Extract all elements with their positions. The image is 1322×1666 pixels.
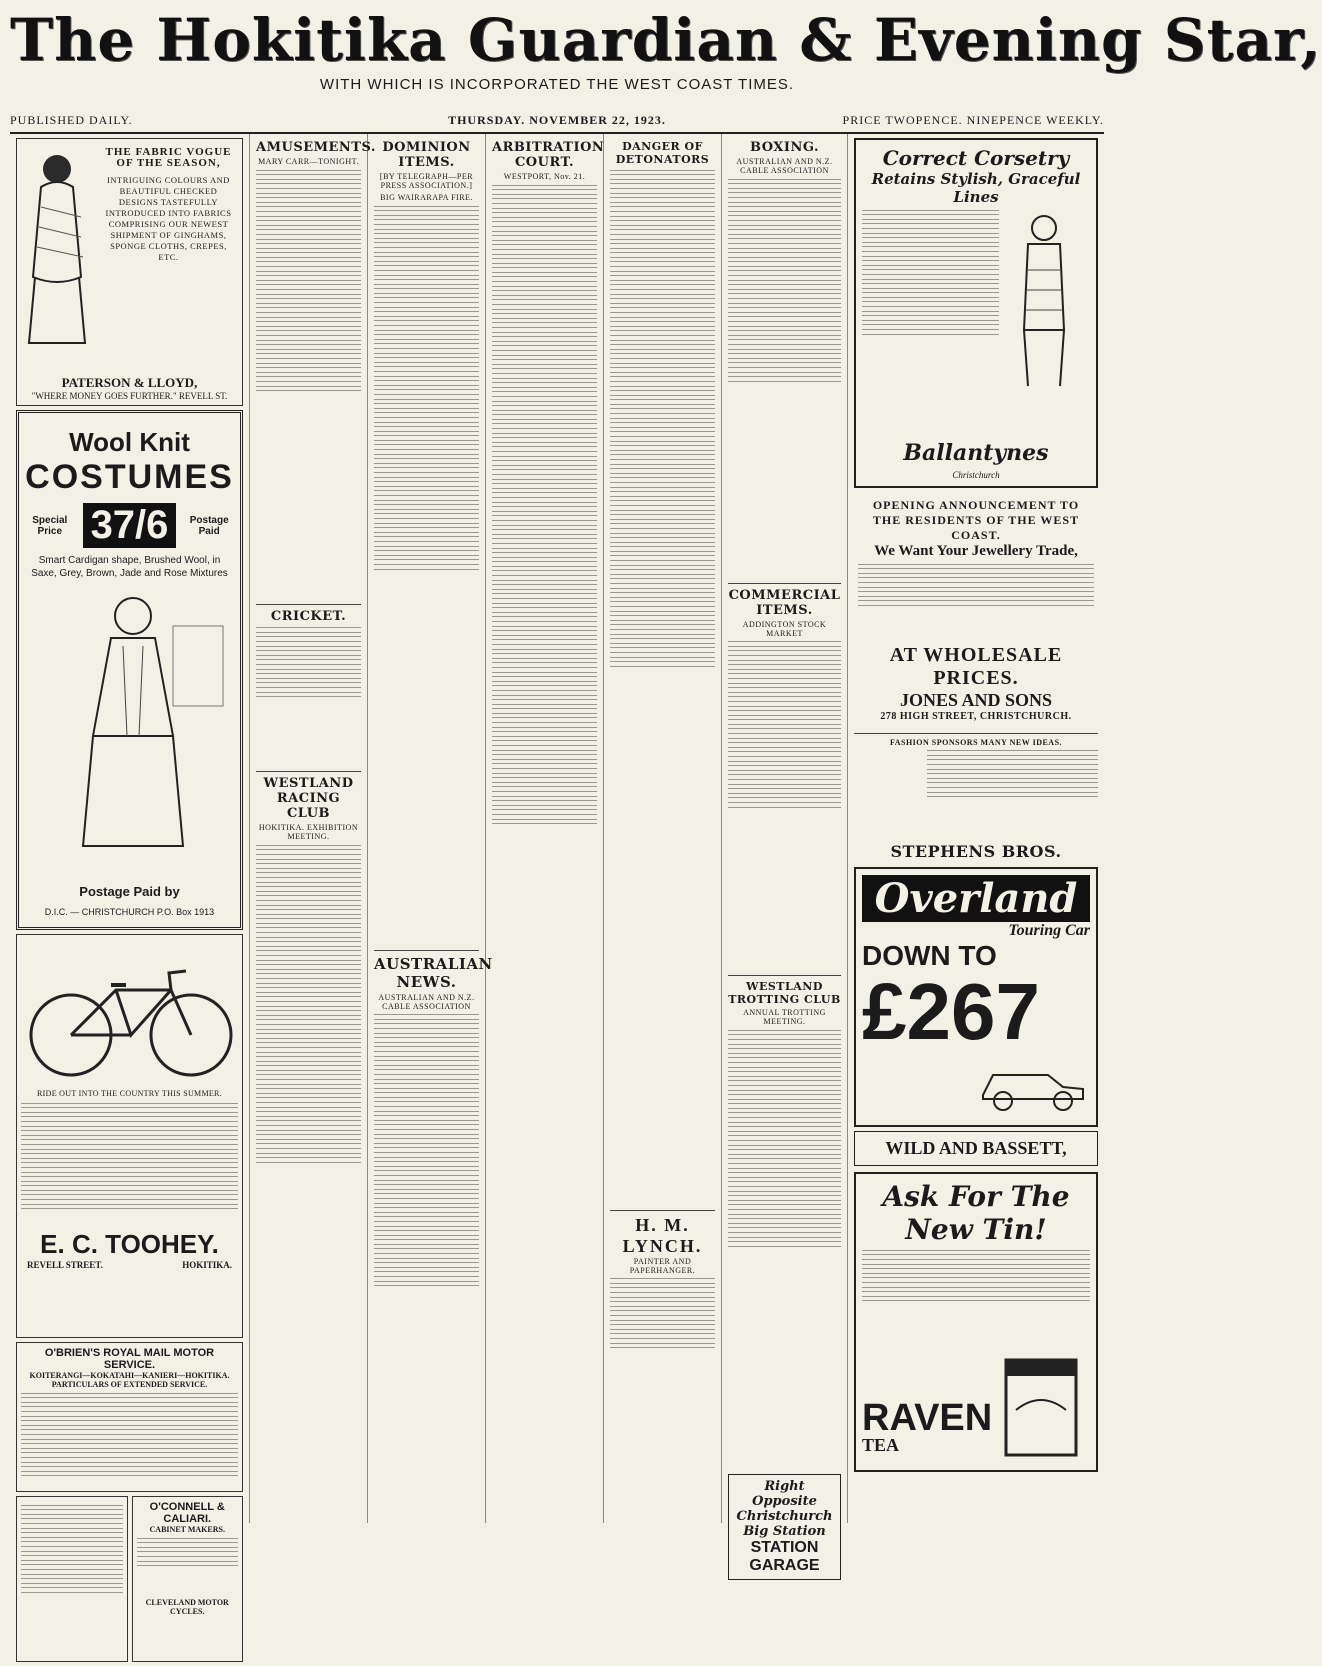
price-row — [23, 503, 236, 548]
cabinet-makers-ad — [132, 1496, 244, 1662]
lynch-ad — [610, 1210, 715, 1399]
columns — [10, 134, 1104, 1616]
wool-description: Smart Cardigan shape, Brushed Wool, in Saxe, Grey, Brown, Jade and Rose Mixtures — [31, 555, 228, 579]
column-detonators — [604, 134, 722, 1523]
corset-illustration — [1004, 210, 1084, 390]
dominion-text — [374, 206, 479, 946]
dealer-street: REVELL STREET. — [27, 1259, 103, 1270]
cricket-text — [256, 627, 361, 767]
fabric-footer — [21, 375, 238, 401]
trotting-text — [728, 1030, 841, 1470]
jones-tagline: We Want Your Jewellery Trade, — [874, 543, 1078, 559]
dealer-town: HOKITIKA. — [182, 1259, 232, 1270]
issue-date: THURSDAY. NOVEMBER 22, 1923. — [448, 113, 666, 127]
jones-address: 278 HIGH STREET, CHRISTCHURCH. — [880, 710, 1072, 722]
overland-subtitle: Touring Car — [1008, 922, 1090, 940]
dic-box: P.O. Box 1913 — [156, 907, 215, 917]
raven-brand: RAVEN — [862, 1397, 993, 1440]
arbitration-subheading: WESTPORT, Nov. 21. — [503, 172, 586, 181]
motor-route: KOITERANGI—KOKATAHI—KANIERI—HOKITIKA. — [29, 1371, 230, 1380]
jones-text — [858, 564, 1094, 644]
bicycle-illustration — [21, 945, 241, 1085]
column-arbitration — [486, 134, 604, 1523]
oconnell-text — [137, 1538, 239, 1598]
column-boxing — [722, 134, 848, 1574]
racing-text — [256, 845, 361, 1485]
commercial-subheading: ADDINGTON STOCK MARKET — [742, 619, 827, 638]
dateline — [10, 113, 1104, 128]
boxing-subheading: AUSTRALIAN AND N.Z. CABLE ASSOCIATION — [736, 157, 833, 175]
racing-heading: WESTLAND RACING CLUB — [263, 776, 354, 822]
detonators-text — [610, 170, 715, 1210]
motor-service-title: O'BRIEN'S ROYAL MAIL MOTOR SERVICE. — [44, 1347, 215, 1371]
wool-costumes-ad — [16, 410, 243, 930]
tea-tin-illustration — [996, 1350, 1086, 1460]
wholesale-prices: AT WHOLESALE PRICES. — [889, 643, 1063, 689]
lynch-trade: PAINTER AND PAPERHANGER. — [629, 1256, 696, 1275]
newspaper-title: The Hokitika Guardian & Evening Star, — [10, 6, 1322, 74]
dic-address — [19, 907, 240, 917]
jones-announcement: OPENING ANNOUNCEMENT TO THE RESIDENTS OF THE WEST COAST. — [872, 498, 1080, 542]
australian-subheading: AUSTRALIAN AND N.Z. CABLE ASSOCIATION — [378, 992, 475, 1011]
motor-notice-text — [21, 1505, 123, 1661]
lynch-name: H. M. LYNCH. — [622, 1214, 703, 1256]
amusements-heading: AMUSEMENTS. — [256, 140, 376, 155]
firm-name: PATERSON & LLOYD, — [61, 375, 198, 390]
overland-price: £267 — [862, 967, 1040, 1057]
firm-tagline: "WHERE MONEY GOES FURTHER." REVELL ST. — [31, 391, 228, 401]
fabric-body: INTRIGUING COLOURS AND BEAUTIFUL CHECKED DESIGNS TASTEFULLY INTRODUCED INTO FABRICS COMPRISING OUR NEWEST SHIPMENT OF GINGHAMS, SPONGE CLOTHS, CREPES, ETC. — [105, 175, 232, 262]
lady-illustration — [21, 147, 93, 347]
bottom-small-ads — [16, 1496, 243, 1666]
dominion-heading: DOMINION ITEMS. — [382, 140, 471, 170]
dealer-name: E. C. TOOHEY. — [40, 1228, 219, 1259]
detonators-heading: DANGER OF DETONATORS — [615, 140, 710, 166]
motor-notice-ad — [16, 1496, 128, 1662]
overland-ad — [854, 867, 1098, 1127]
amusements-text — [256, 170, 361, 600]
dealer-address — [21, 1260, 238, 1270]
fabric-ad — [16, 138, 243, 406]
station-place: Christchurch Big Station — [736, 1508, 833, 1539]
dic-city: D.I.C. — CHRISTCHURCH — [44, 907, 155, 917]
column-ads-right — [848, 134, 1104, 1523]
trotting-heading: WESTLAND TROTTING CLUB — [728, 980, 841, 1007]
australian-text — [374, 1014, 479, 1574]
australian-heading: AUSTRALIAN NEWS. — [374, 954, 493, 991]
wool-price: 37/6 — [83, 503, 177, 548]
published-label: PUBLISHED DAILY. — [10, 113, 133, 127]
dominion-subheading: [BY TELEGRAPH—PER PRESS ASSOCIATION.] — [379, 172, 474, 190]
station-garage-name: STATION GARAGE — [749, 1538, 820, 1574]
arbitration-heading: ARBITRATION COURT. — [492, 140, 605, 170]
bicycle-ad — [16, 934, 243, 1338]
corset-ad — [854, 138, 1098, 488]
jones-name: JONES AND SONS — [899, 689, 1053, 710]
overland-brand: Overland — [862, 875, 1090, 922]
stephens-name: STEPHENS BROS. — [890, 842, 1062, 862]
raven-tea-ad — [854, 1172, 1098, 1472]
costume-illustration — [23, 586, 243, 856]
wild-and-bassett-ad: WILD AND BASSETT, — [854, 1131, 1098, 1166]
corset-subheadline: Retains Stylish, Graceful Lines — [871, 170, 1081, 206]
fabric-heading: THE FABRIC VOGUE OF THE SEASON, — [105, 146, 232, 169]
column-dominion — [368, 134, 493, 1523]
ballantynes-brand: Ballantynes — [903, 440, 1049, 466]
station-opposite: Right Opposite — [752, 1478, 817, 1509]
column-ads-left — [10, 134, 250, 1616]
masthead — [10, 6, 1322, 134]
commercial-heading: COMMERCIAL ITEMS. — [728, 587, 841, 618]
boxing-text — [728, 179, 841, 579]
special-price-label: Special Price — [32, 514, 68, 537]
wool-line2: COSTUMES — [25, 458, 234, 496]
motor-subtitle: PARTICULARS OF EXTENDED SERVICE. — [51, 1380, 208, 1389]
amusements-subheading: MARY CARR—TONIGHT. — [258, 157, 359, 166]
postage-by: Postage Paid by — [79, 884, 180, 899]
lynch-text — [610, 1278, 715, 1398]
corset-headline: Correct Corsetry — [882, 146, 1070, 170]
dominion-item-title: BIG WAIRARAPA FIRE. — [380, 193, 473, 202]
boxing-heading: BOXING. — [749, 140, 820, 155]
newspaper-subtitle: WITH WHICH IS INCORPORATED THE WEST COAST TIMES. — [319, 76, 795, 93]
postage-paid-label: Postage Paid — [189, 514, 229, 537]
stephens-heading: FASHION SPONSORS MANY NEW IDEAS. — [889, 737, 1063, 747]
raven-headline: Ask For The New Tin! — [882, 1180, 1070, 1247]
oconnell-name: O'CONNELL & CALIARI. — [149, 1501, 225, 1525]
motor-service-ad — [16, 1342, 243, 1492]
raven-tea-label: TEA — [862, 1435, 900, 1456]
trotting-subheading: ANNUAL TROTTING MEETING. — [743, 1008, 826, 1027]
bike-headline: RIDE OUT INTO THE COUNTRY THIS SUMMER. — [37, 1089, 222, 1098]
ballantynes-city: Christchurch — [952, 470, 1000, 480]
commercial-text — [728, 641, 841, 971]
arbitration-text — [492, 185, 597, 1525]
bike-body-text — [21, 1103, 238, 1223]
column-amusements — [250, 134, 376, 1523]
corset-text — [862, 210, 999, 430]
car-illustration — [978, 1055, 1088, 1115]
station-garage-ad — [728, 1474, 841, 1580]
overland-down-to: DOWN TO — [862, 940, 997, 972]
fabric-copy — [99, 147, 238, 263]
cleveland-name: CLEVELAND MOTOR CYCLES. — [145, 1597, 229, 1616]
jones-and-sons-ad — [854, 494, 1098, 729]
price-label: PRICE TWOPENCE. NINEPENCE WEEKLY. — [842, 113, 1104, 127]
racing-subheading: HOKITIKA. EXHIBITION MEETING. — [258, 823, 359, 842]
cricket-heading: CRICKET. — [270, 608, 347, 624]
oconnell-trade: CABINET MAKERS. — [149, 1525, 225, 1534]
wool-line1: Wool Knit — [69, 427, 190, 457]
raven-text — [862, 1250, 1090, 1350]
stephens-text — [927, 750, 1098, 840]
